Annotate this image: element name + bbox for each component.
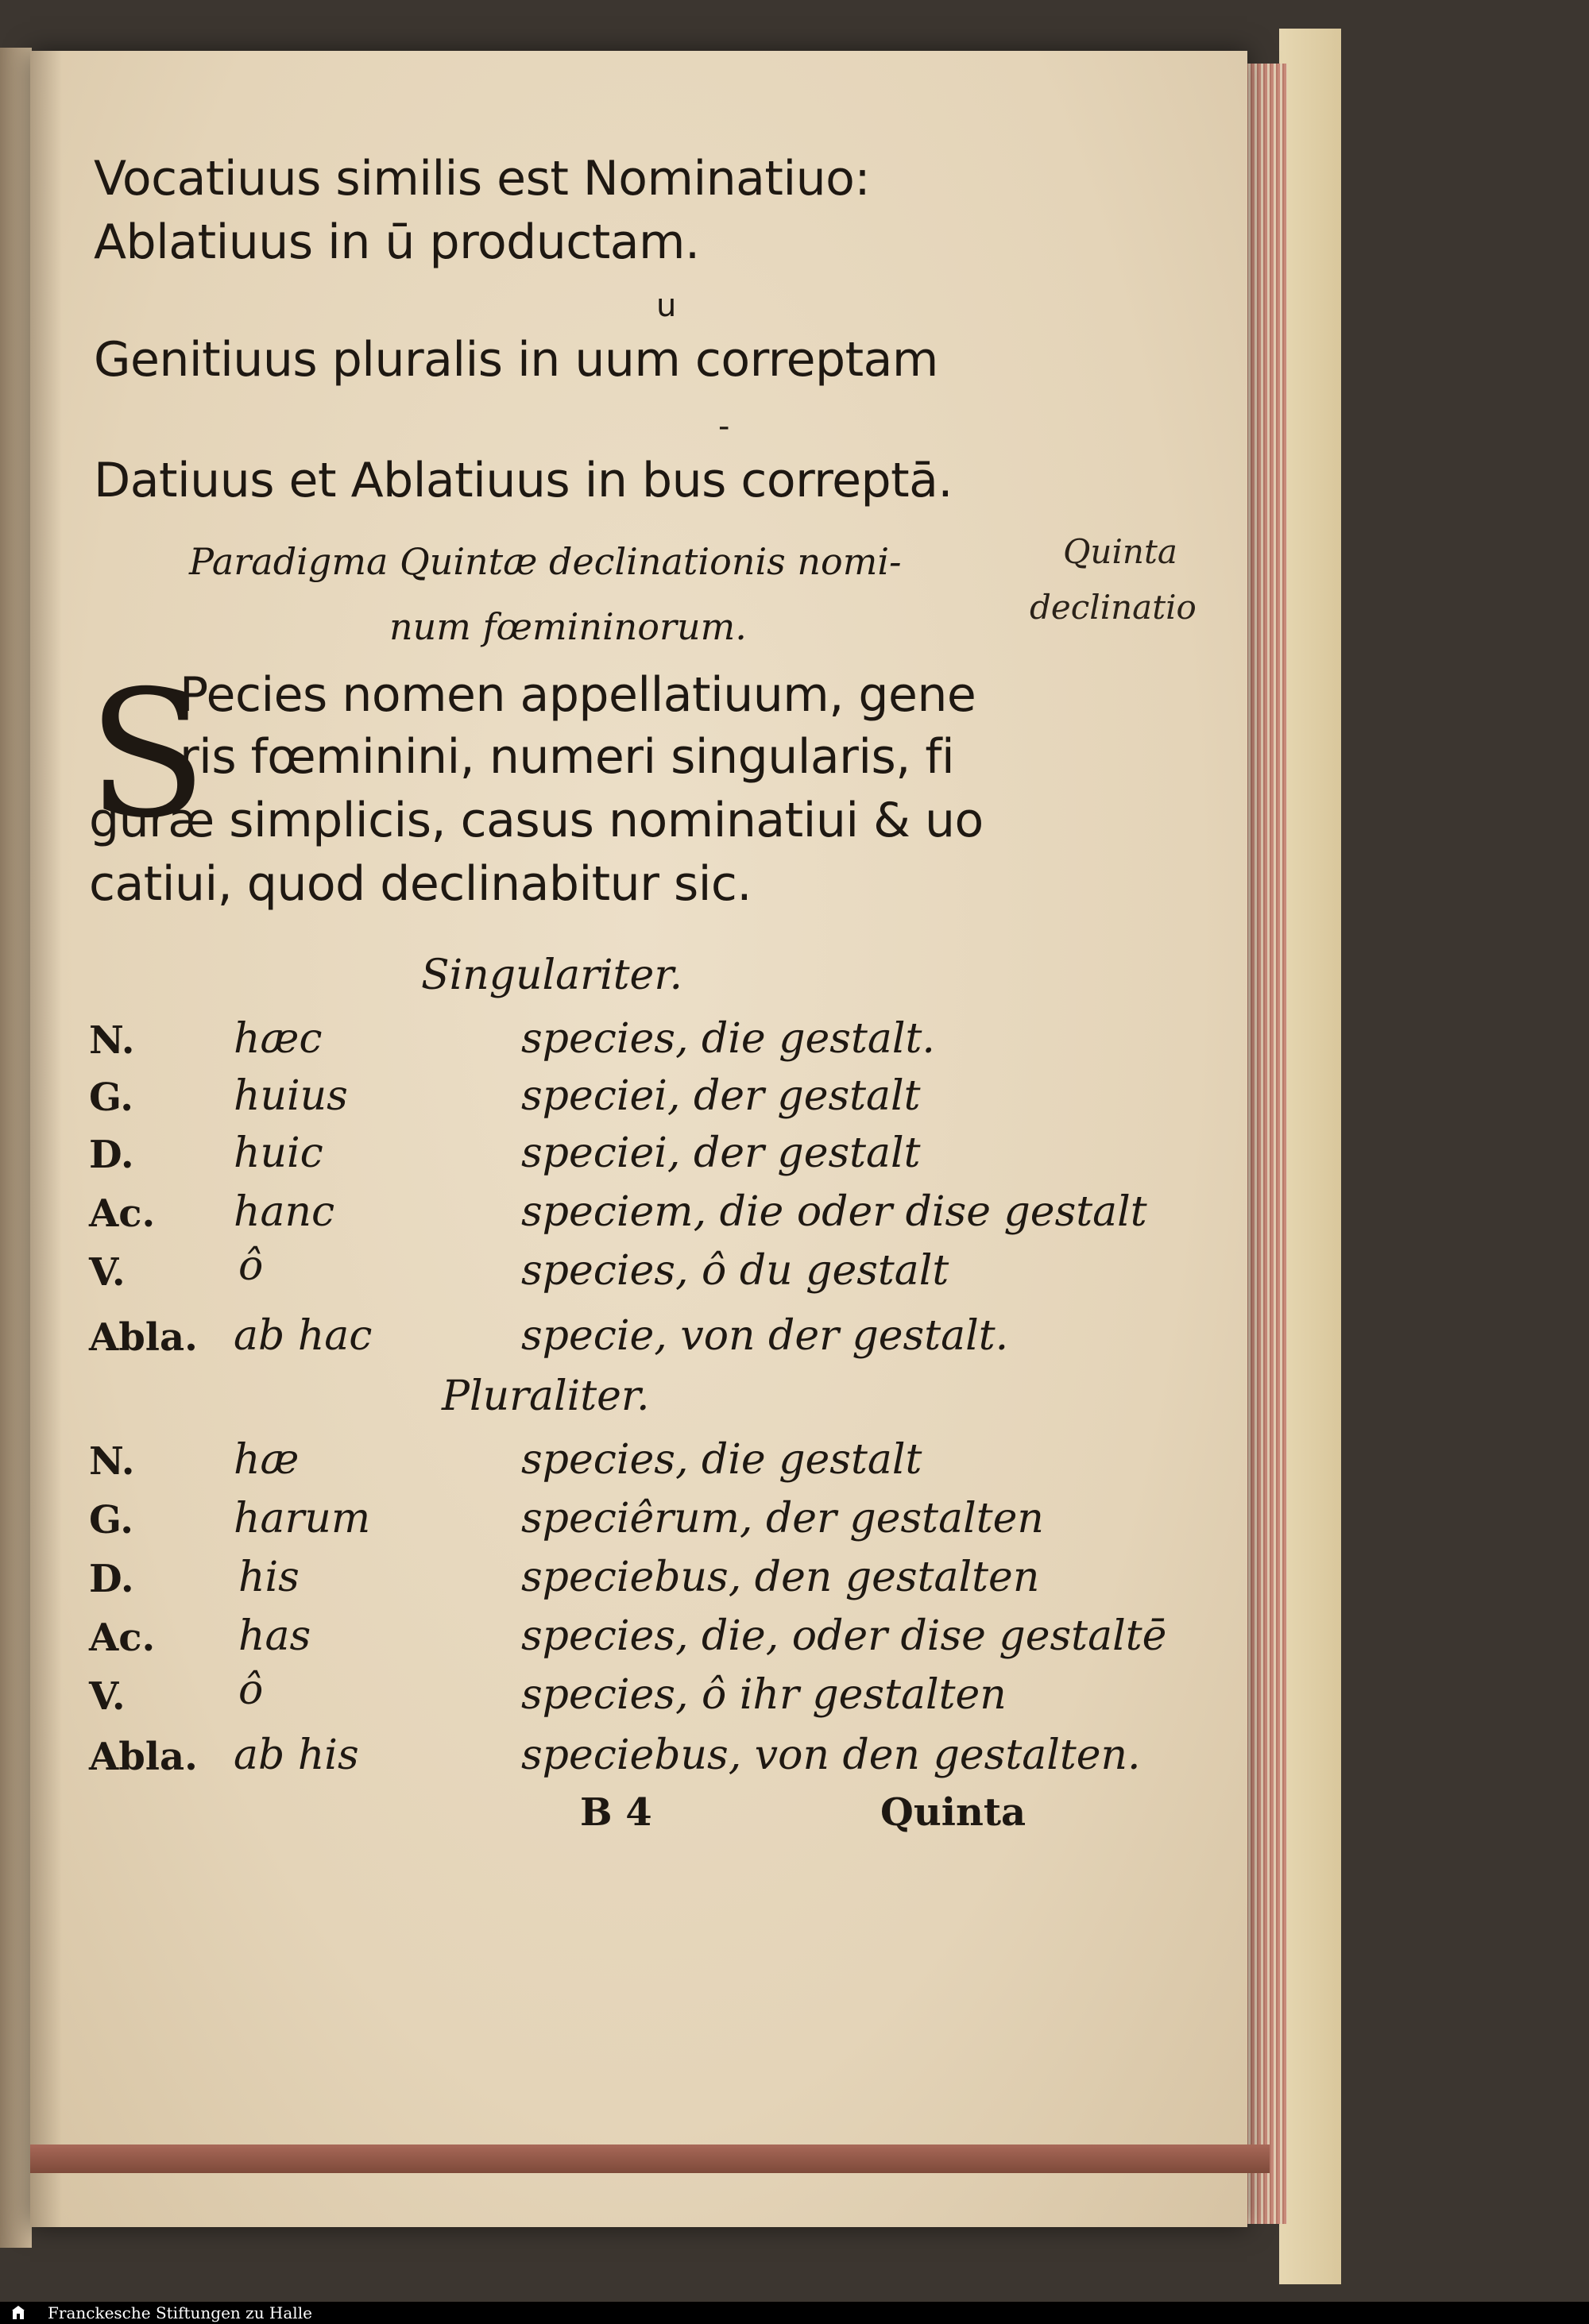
case-label: Ac. — [89, 1191, 156, 1236]
article-cell: huic — [234, 1129, 323, 1177]
drop-cap-letter: S — [87, 653, 207, 856]
article-cell: his — [238, 1554, 300, 1601]
case-label: V. — [89, 1674, 126, 1719]
article-cell: has — [238, 1612, 311, 1660]
institution-logo-icon — [11, 2305, 25, 2321]
margin-note-line-2: declinatio — [1030, 588, 1197, 627]
form-cell: species, die gestalt. — [521, 1015, 935, 1063]
paragraph-line-4: catiui, quod declinabitur sic. — [89, 856, 752, 912]
quantity-mark-short: u — [656, 288, 677, 324]
paragraph-line-1: Pecies nomen appellatiuum, gene — [180, 667, 976, 723]
case-label: G. — [89, 1075, 133, 1120]
catchword: Quinta — [880, 1790, 1026, 1835]
form-cell: speciebus, von den gestalten. — [521, 1731, 1141, 1779]
article-cell: harum — [234, 1495, 371, 1542]
footer-credit: Franckesche Stiftungen zu Halle — [48, 2303, 312, 2322]
article-cell: hanc — [234, 1188, 335, 1236]
plural-header: Pluraliter. — [442, 1372, 650, 1420]
case-label: D. — [89, 1557, 134, 1601]
book-cover-edge — [1279, 29, 1341, 2284]
bottom-page-edge — [30, 2144, 1270, 2173]
case-label: Ac. — [89, 1616, 156, 1660]
text-line-3: Genitiuus pluralis in uum correptam — [94, 332, 938, 388]
article-cell: hæc — [234, 1015, 323, 1063]
article-cell: ab his — [234, 1731, 359, 1779]
article-cell: ab hac — [234, 1312, 373, 1360]
paragraph-line-3: guræ simplicis, casus nominatiui & uo — [89, 793, 984, 848]
text-line-1: Vocatiuus similis est Nominatiuo: — [94, 151, 871, 207]
article-cell: hæ — [234, 1436, 300, 1484]
article-cell: huius — [234, 1072, 348, 1120]
case-label: V. — [89, 1250, 126, 1295]
margin-note-line-1: Quinta — [1063, 532, 1177, 571]
singular-header: Singulariter. — [421, 952, 682, 999]
previous-page-edge — [0, 48, 32, 2248]
quantity-mark-long: - — [718, 408, 730, 445]
case-label: D. — [89, 1133, 134, 1177]
case-label: G. — [89, 1498, 133, 1542]
case-label: N. — [89, 1439, 135, 1484]
form-cell: species, ô ihr gestalten — [521, 1671, 1007, 1719]
paragraph-line-2: ris fœminini, numeri singularis, fi — [180, 729, 955, 785]
article-cell: ô — [238, 1242, 264, 1290]
text-line-4: Datiuus et Ablatiuus in bus correptā. — [94, 453, 953, 508]
case-label: N. — [89, 1018, 135, 1063]
form-cell: species, die gestalt — [521, 1436, 922, 1484]
page-gutter-shadow — [30, 51, 62, 2227]
form-cell: species, die, oder dise gestaltē — [521, 1612, 1167, 1660]
form-cell: speciebus, den gestalten — [521, 1554, 1040, 1601]
form-cell: speciem, die oder dise gestalt — [521, 1188, 1147, 1236]
text-line-2: Ablatiuus in ū productam. — [94, 214, 700, 270]
form-cell: speciei, der gestalt — [521, 1129, 921, 1177]
case-label: Abla. — [89, 1735, 198, 1779]
paradigm-heading-line-2: num fœmininorum. — [389, 605, 747, 648]
paradigm-heading-line-1: Paradigma Quintæ declinationis nomi- — [189, 540, 902, 583]
article-cell: ô — [238, 1666, 264, 1714]
form-cell: speciêrum, der gestalten — [521, 1495, 1044, 1542]
case-label: Abla. — [89, 1315, 198, 1360]
signature-mark: B 4 — [580, 1790, 652, 1835]
form-cell: speciei, der gestalt — [521, 1072, 921, 1120]
form-cell: specie, von der gestalt. — [521, 1312, 1009, 1360]
form-cell: species, ô du gestalt — [521, 1247, 949, 1295]
